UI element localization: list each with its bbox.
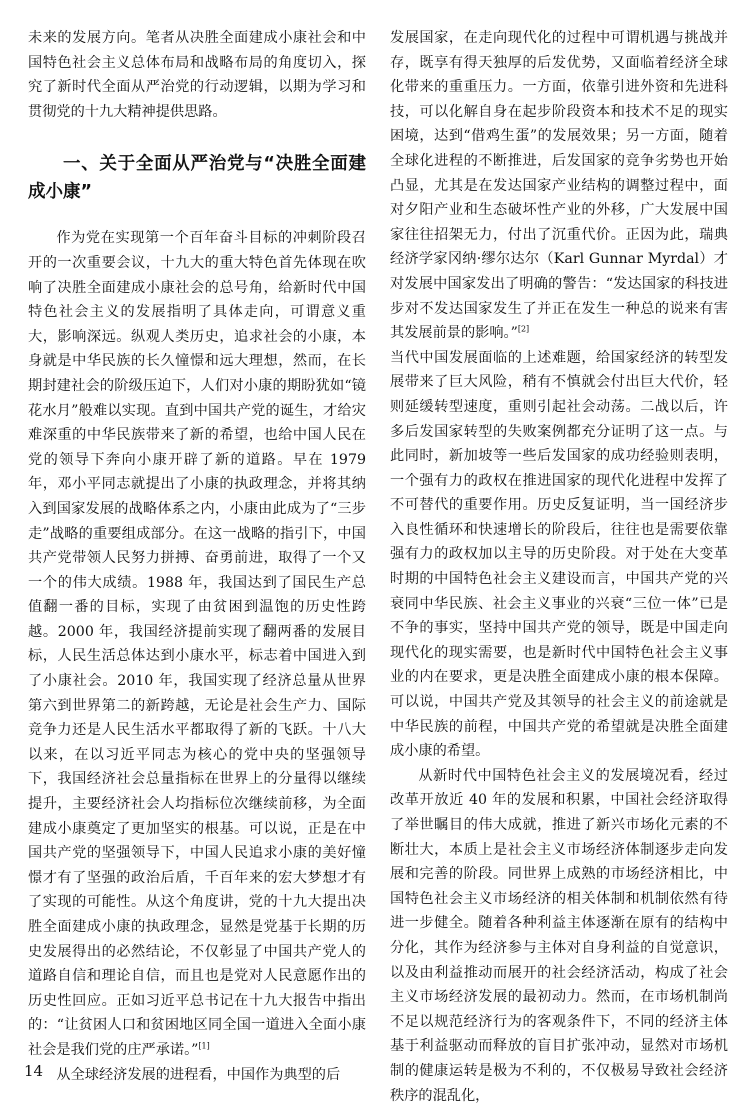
page-number: 14 — [24, 1062, 44, 1080]
body-paragraph — [28, 226, 366, 1062]
section-heading: 一、关于全面从严治党与“决胜全面建成小康” — [28, 154, 366, 203]
footnote-ref[interactable]: [1] — [198, 1041, 210, 1051]
body-paragraph: 当代中国发展面临的上述难题，给国家经济的转型发展带来了巨大风险，稍有不慎就会付出巨大代价，轻则延缓转型速度，重则引起社会动荡。二战以后，许多后发国家转型的失败案例都充分证明了这一点。与此同时，新加坡等一些后发国家的成功经验则表明，一个强有力的政权在推进国家的现代化进程中发挥了不可替代的重要作用。历史反复证明，当一国经济步入良性循环和快速增长的阶段后，往往也是需要依靠强有力的政权加以主导的历史阶段。对于处在大变革时期的中国特色社会主义建设而言，中国共产党的兴衰同中华民族、社会主义事业的兴衰“三位一体”已是不争的事实，坚持中国共产党的领导，既是中国走向现代化的现实需要，也是新时代中国特色社会主义事业的内在要求，更是决胜全面建成小康的根本保障。可以说，中国共产党及其领导的社会主义的前途就是中华民族的前程，中国共产党的希望就是决胜全面建成小康的希望。 — [390, 349, 728, 760]
footnote-ref[interactable]: [2] — [517, 324, 530, 334]
paragraph-text: 作为党在实现第一个百年奋斗目标的冲刺阶段召开的一次重要会议，十九大的重大特色首先体现在吹响了决胜全面建成小康社会的总号角，给新时代中国特色社会主义的发展指明了具体走向，可谓意义重大，影响深远。纵观人类历史，追求社会的小康，本身就是中华民族的长久憧憬和远大理想，然而，在长期封建社会的阶级压迫下，人们对小康的期盼犹如“镜花水月”般难以实现。直到中国共产党的诞生，才给灾难深重的中华民族带来了新的希望，也给中国人民在党的领导下奔向小康开辟了新的道路。早在 1979 年，邓小平同志就提出了小康的执政理念，并将其纳入到国家发展的战略体系之内，小康由此成为了“三步走”战略的重要组成部分。在这一战略的指引下，中国共产党带领人民努力拼搏、奋勇前进，取得了一个又一个的伟大成绩。1988 年，我国达到了国民生产总值翻一番的目标，实现了由贫困到温饱的历史性跨越。2000 年，我国经济提前实现了翻两番的发展目标，人民生活总体达到小康水平，标志着中国进入到了小康社会。2010 年，我国实现了经济总量从世界第六到世界第二的新跨越，无论是社会生产力、国际竞争力还是人民生活水平都取得了新的飞跃。十八大以来，在以习近平同志为核心的党中央的坚强领导下，我国经济社会总量指标在世界上的分量得以继续提升，主要经济社会人均指标位次继续前移，为全面建成小康奠定了更加坚实的根基。可以说，正是在中国共产党的坚强领导下，中国人民追求小康的美好憧憬才有了坚强的政治后盾，千百年来的宏大梦想才有了实现的可能性。从这个角度讲，党的十九大提出决胜全面建成小康的执政理念，显然是党基于长期的历史发展得出的必然结论，不仅彰显了中国共产党人的道路自信和理论自信，而且也是党对人民意愿作出的历史性回应。正如习近平总书记在十九大报告中指出的：“让贫困人口和贫困地区同全国一道进入全面小康社会是我们党的庄严承诺。” — [28, 230, 366, 1058]
right-column — [390, 26, 728, 1108]
continued-paragraph — [390, 26, 728, 346]
left-column — [28, 26, 366, 1087]
body-paragraph: 从全球经济发展的进程看，中国作为典型的后 — [56, 1066, 341, 1083]
intro-paragraph: 未来的发展方向。笔者从决胜全面建成小康社会和中国特色社会主义总体布局和战略布局的角度切入，探究了新时代全面从严治党的行动逻辑，以期为学习和贯彻党的十九大精神提供思路。 — [28, 30, 366, 120]
paragraph-text: 发展国家，在走向现代化的过程中可谓机遇与挑战并存，既享有得天独厚的后发优势，又面临着经济全球化带来的重重压力。一方面，依靠引进外资和先进科技，可以化解自身在起步阶段资本和技术不足的现实困境，达到“借鸡生蛋”的发展效果；另一方面，随着全球化进程的不断推进，后发国家的竞争劣势也开始凸显，尤其是在发达国家产业结构的调整过程中，面对夕阳产业和生态破坏性产业的外移，广大发展中国家往往招架无力，付出了沉重代价。正因为此，瑞典经济学家冈纳·缪尔达尔（Karl Gunnar Myrdal）才对发展中国家发出了明确的警告：“发达国家的科技进步对不发达国家发生了并正在发生一种总的说来有害其发展前景的影响。” — [390, 30, 728, 342]
body-paragraph: 从新时代中国特色社会主义的发展境况看，经过改革开放近 40 年的发展和积累，中国社会经济取得了举世瞩目的伟大成就，推进了新兴市场化元素的不断壮大，本质上是社会主义市场经济体制逐步走向发展和完善的阶段。同世界上成熟的市场经济相比，中国特色社会主义市场经济的相关体制和机制依然有待进一步健全。随着各种利益主体逐渐在原有的结构中分化，其作为经济参与主体对自身利益的自觉意识，以及由利益推动而展开的社会经济活动，构成了社会主义市场经济发展的最初动力。然而，在市场机制尚不足以规范经济行为的客观条件下，不同的经济主体基于利益驱动而释放的盲目扩张冲动，显然对市场机制的健康运转是极为不利的，不仅极易导致社会经济秩序的混乱化， — [390, 767, 728, 1104]
